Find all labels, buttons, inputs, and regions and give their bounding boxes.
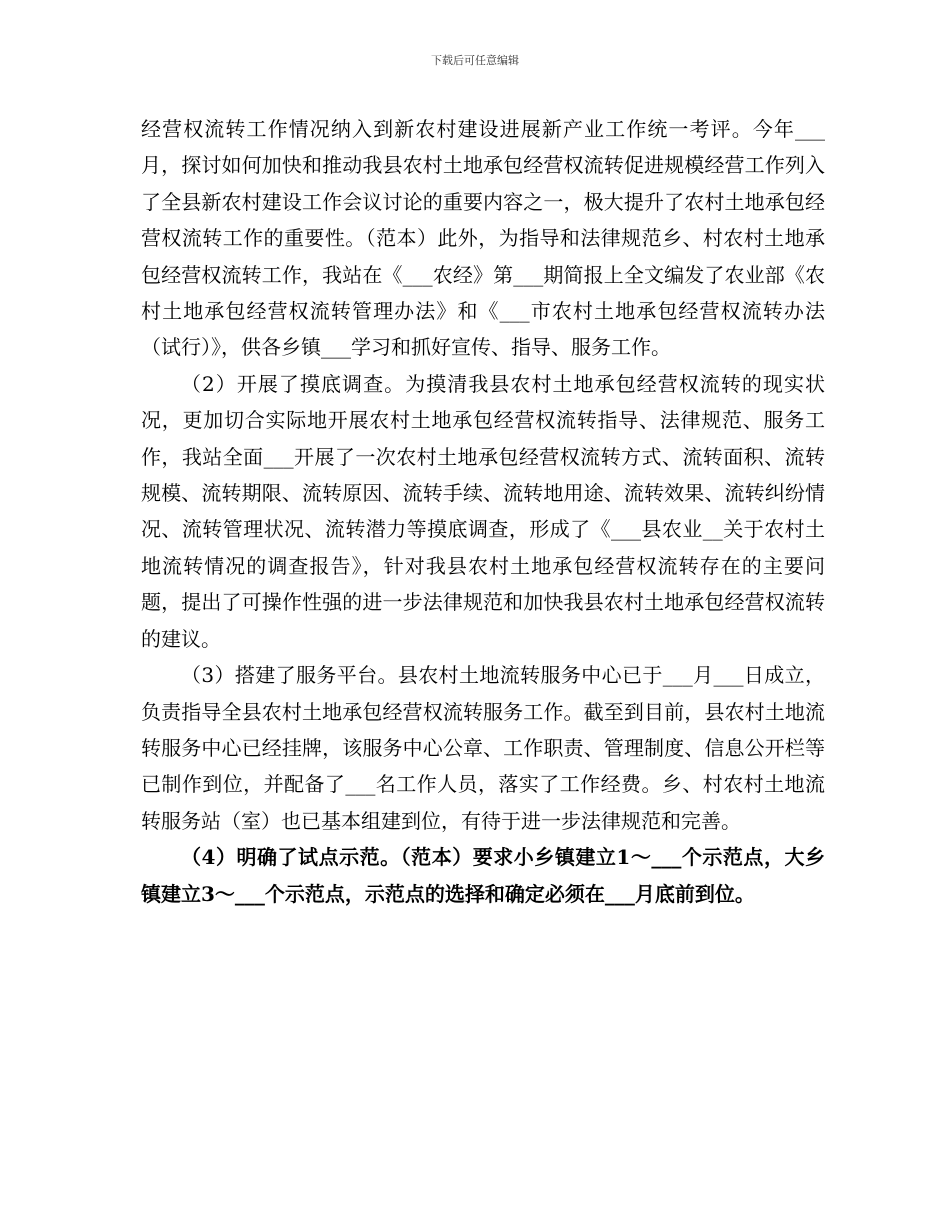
paragraph-survey: （2）开展了摸底调查。为摸清我县农村土地承包经营权流转的现实状况，更加切合实际地开展农村土地承包经营权流转指导、法律规范、服务工作，我站全面___开展了一次农村土地承包经营权流转方式、流转面积、流转规模、流转期限、流转原因、流转手续、流转地用途、流转效果、流转纠纷情况、流转管理状况、流转潜力等摸底调查，形成了《___县农业__关于农村土地流转情况的调查报告》，针对我县农村土地承包经营权流转存在的主要问题，提出了可操作性强的进一步法律规范和加快我县农村土地承包经营权流转的建议。 xyxy=(141,371,825,651)
paragraph-pilot-demonstration: （4）明确了试点示范。（范本）要求小乡镇建立1～___个示范点，大乡镇建立3～___个示范点，示范点的选择和确定必须在___月底前到位。 xyxy=(141,845,825,906)
paragraph-service-platform: （3）搭建了服务平台。县农村土地流转服务中心已于___月___日成立，负责指导全县农村土地承包经营权流转服务工作。截至到目前，县农村土地流转服务中心已经挂牌，该服务中心公章、工作职责、管理制度、信息公开栏等已制作到位，并配备了___名工作人员，落实了工作经费。乡、村农村土地流转服务站（室）也已基本组建到位，有待于进一步法律规范和完善。 xyxy=(141,663,825,833)
paragraph-continuation: 经营权流转工作情况纳入到新农村建设进展新产业工作统一考评。今年___月，探讨如何加快和推动我县农村土地承包经营权流转促进规模经营工作列入了全县新农村建设工作会议讨论的重要内容之一，极大提升了农村土地承包经营权流转工作的重要性。（范本）此外，为指导和法律规范乡、村农村土地承包经营权流转工作，我站在《___农经》第___期简报上全文编发了农业部《农村土地承包经营权流转管理办法》和《___市农村土地承包经营权流转办法（试行）》，供各乡镇___学习和抓好宣传、指导、服务工作。 xyxy=(141,117,825,360)
document-body xyxy=(141,111,825,912)
page-header: 下载后可任意编辑 xyxy=(431,54,519,67)
